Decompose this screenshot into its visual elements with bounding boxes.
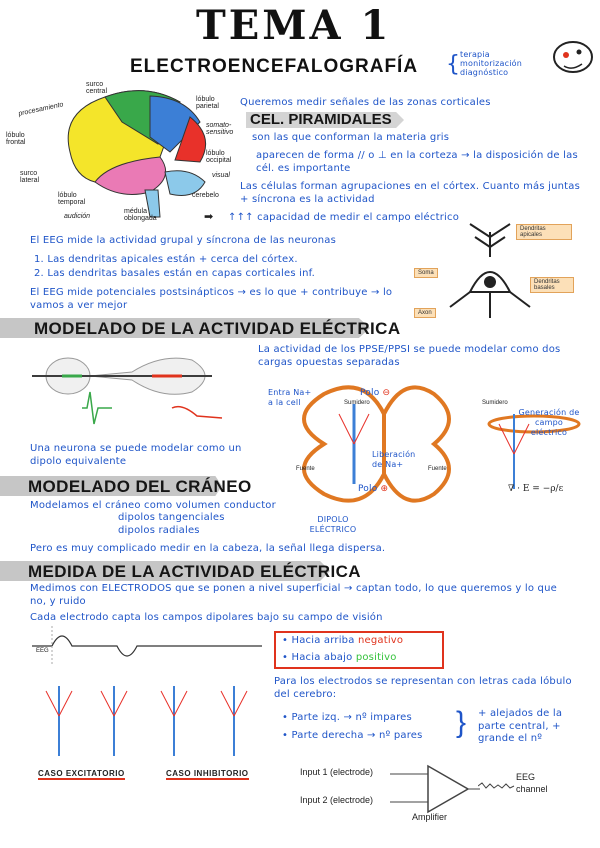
electrode-rule: Para los electrodos se representan con letras cada lóbulo del cerebro: bbox=[274, 676, 572, 700]
tag-dendritas-basales: Dendritas basales bbox=[530, 277, 574, 293]
radial-dipoles: dipolos radiales bbox=[118, 525, 200, 536]
amp-input1: Input 1 (electrode) bbox=[300, 767, 374, 777]
label-cerebelo: cerebelo bbox=[192, 192, 219, 199]
section3-line1: Medimos con ELECTRODOS que se ponen a nivel superficial → captan todo, lo que queremos y lo que no, y ruido bbox=[30, 583, 557, 607]
eeg-trace-label: EEG bbox=[36, 648, 49, 654]
amp-output: EEG channel bbox=[516, 772, 548, 794]
polarity-up-label: Hacia arriba bbox=[291, 635, 355, 646]
section1-heading: MODELADO DE LA ACTIVIDAD ELÉCTRICA bbox=[34, 319, 401, 338]
brace-icon: { bbox=[446, 52, 460, 77]
dipole-text: Una neurona se puede modelar como un dipolo equivalente bbox=[30, 443, 242, 467]
label-sumidero-2: Sumidero bbox=[482, 400, 508, 406]
amp-label: Amplifier bbox=[412, 812, 448, 822]
label-surco-lateral: surco lateral bbox=[20, 170, 40, 184]
label-surco-central: surco central bbox=[86, 81, 108, 95]
amp-input2: Input 2 (electrode) bbox=[300, 795, 374, 805]
label-audicion: audición bbox=[64, 213, 91, 220]
cel-line4: ↑↑↑ capacidad de medir el campo eléctrico bbox=[228, 212, 460, 223]
label-procesamiento: procesamiento bbox=[17, 101, 65, 118]
label-sumidero-1: Sumidero bbox=[344, 400, 370, 406]
section2-line2: Pero es muy complicado medir en la cabeza, la señal llega dispersa. bbox=[30, 543, 386, 554]
left-odd: • Parte izq. → nº impares bbox=[282, 712, 412, 723]
cel-line1: son las que conforman la materia gris bbox=[252, 132, 450, 143]
minus-icon: ⊖ bbox=[382, 388, 391, 398]
label-medula: médula oblongada bbox=[124, 208, 157, 222]
central-rule: + alejados de la parte central, + grande el nº bbox=[478, 708, 563, 744]
cel-line3: Las células forman agrupaciones en el córtex. Cuanto más juntas + síncrona es la actividad bbox=[240, 181, 581, 205]
pole-pos-text: Polo bbox=[358, 484, 378, 494]
polarity-up: • Hacia arriba negativo bbox=[282, 635, 404, 646]
section3-heading: MEDIDA DE LA ACTIVIDAD ELÉCTRICA bbox=[28, 562, 361, 581]
section1-text: La actividad de los PPSE/PPSI se puede modelar como dos cargas opuestas separadas bbox=[258, 344, 561, 368]
label-dipole: DIPOLO ELÉCTRICO bbox=[309, 515, 357, 534]
polarity-down-label: Hacia abajo bbox=[291, 652, 353, 663]
label-field: Generación de campo eléctrico bbox=[518, 408, 580, 437]
label-liberation: Liberación de Na+ bbox=[372, 450, 416, 469]
eeg-trace bbox=[32, 626, 262, 666]
amplifier-icon bbox=[380, 760, 480, 820]
gauss-formula: ∇ · E = −ρ/ε bbox=[508, 484, 564, 494]
label-fuente-1: Fuente bbox=[296, 466, 315, 472]
tangential-dipoles: dipolos tangenciales bbox=[118, 512, 225, 523]
plus-icon: ⊕ bbox=[380, 484, 389, 494]
case-inhibitory: CASO INHIBITORIO bbox=[166, 769, 249, 778]
label-entry: Entra Na+ a la cell bbox=[268, 388, 312, 407]
polarity-positive: positivo bbox=[355, 652, 397, 663]
section2-heading: MODELADO DEL CRÁNEO bbox=[28, 477, 252, 496]
tag-axon: Axon bbox=[414, 308, 436, 318]
arrow-icon: ➡ bbox=[204, 211, 214, 223]
dipole-diagram bbox=[284, 384, 584, 514]
eeg-output-wave bbox=[478, 778, 518, 792]
right-even: • Parte derecha → nº pares bbox=[282, 730, 423, 741]
neuron-model-illustration bbox=[22, 348, 232, 432]
eeg-item1: 1. Las dendritas apicales están + cerca del córtex. bbox=[34, 254, 298, 265]
section3-line2: Cada electrodo capta los campos dipolares bajo su campo de visión bbox=[30, 612, 383, 623]
pole-neg-text: Polo bbox=[360, 388, 380, 398]
label-lobulo-parietal: lóbulo parietal bbox=[196, 96, 219, 110]
label-lobulo-occipital: lóbulo occipital bbox=[206, 150, 232, 164]
closing-brace-icon: } bbox=[456, 706, 467, 739]
note-terapia: terapia bbox=[460, 50, 490, 59]
doodle-icon bbox=[552, 38, 594, 76]
label-visual: visual bbox=[212, 172, 230, 179]
label-somatosensitivo: somato-sensitivo bbox=[206, 122, 234, 136]
right-even-label: Parte derecha → nº pares bbox=[291, 730, 423, 741]
label-lobulo-frontal: lóbulo frontal bbox=[6, 132, 26, 146]
page-subtitle: ELECTROENCEFALOGRAFÍA bbox=[130, 56, 419, 77]
label-pole-positive bbox=[358, 484, 388, 495]
note-diagnostico: diagnóstico bbox=[460, 68, 509, 78]
page-title: TEMA 1 bbox=[196, 2, 392, 49]
cases-illustration bbox=[34, 676, 268, 770]
tag-dendritas-apicales: Dendritas apicales bbox=[516, 224, 572, 240]
cel-title: CEL. PIRAMIDALES bbox=[250, 111, 392, 128]
subtitle-notes bbox=[460, 50, 522, 78]
intro-goal: Queremos medir señales de las zonas corticales bbox=[240, 97, 491, 108]
tag-soma: Soma bbox=[414, 268, 438, 278]
label-pole-negative bbox=[360, 388, 390, 399]
eeg-item2: 2. Las dendritas basales están en capas corticales inf. bbox=[34, 268, 315, 279]
case-excitatory: CASO EXCITATORIO bbox=[38, 769, 125, 778]
polarity-negative: negativo bbox=[357, 635, 404, 646]
eeg-line2: El EEG mide potenciales postsinápticos → es lo que + contribuye → lo vamos a ver mejor bbox=[30, 287, 393, 311]
label-lobulo-temporal: lóbulo temporal bbox=[58, 192, 86, 206]
left-odd-label: Parte izq. → nº impares bbox=[291, 712, 412, 723]
polarity-down: • Hacia abajo positivo bbox=[282, 652, 397, 663]
eeg-line1: El EEG mide la actividad grupal y síncrona de las neuronas bbox=[30, 235, 337, 246]
note-monitorizacion: monitorización bbox=[460, 59, 523, 69]
section2-line1: Modelamos el cráneo como volumen conductor bbox=[30, 500, 276, 511]
label-fuente-2: Fuente bbox=[428, 466, 447, 472]
cel-line2: aparecen de forma // o ⊥ en la corteza → la disposición de las cél. es importante bbox=[256, 150, 578, 174]
